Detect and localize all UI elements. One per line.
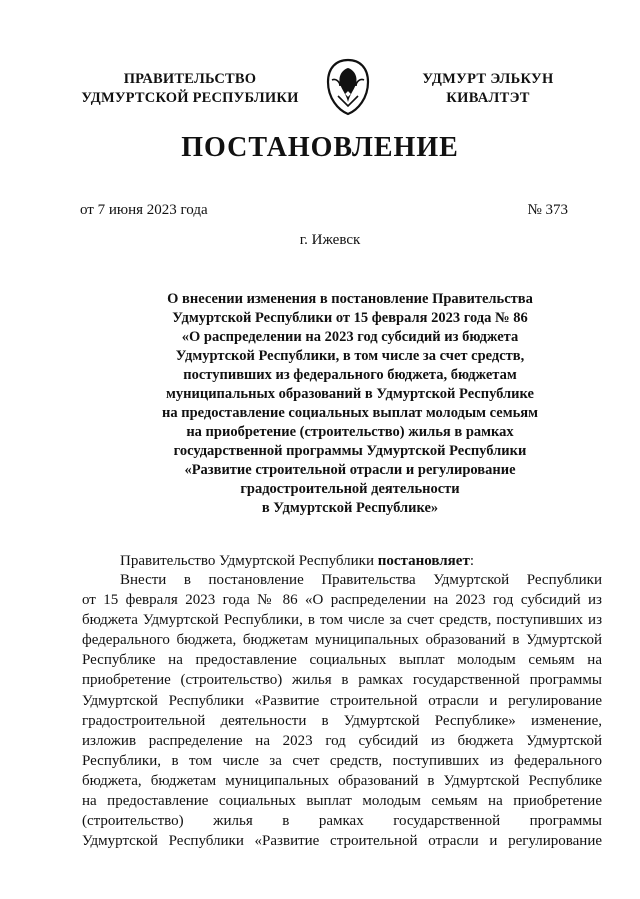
resolution-intro <box>120 553 474 570</box>
title-line: поступивших из федерального бюджета, бюджетам <box>183 367 517 383</box>
body-line: бюджета Удмуртской Республики, в том числе за счет средств, поступивших из <box>82 612 602 629</box>
title-line: в Удмуртской Республике» <box>261 500 439 516</box>
title-line: муниципальных образований в Удмуртской Республике <box>166 386 534 402</box>
body-line: бюджета, бюджетам муниципальных образований в Удмуртской Республике <box>82 772 602 789</box>
document-date: от 7 июня 2023 года <box>80 202 208 218</box>
government-name-udmurt <box>398 70 578 108</box>
body-line: Республике на предоставление социальных выплат молодым семьям на <box>82 652 602 669</box>
body-line: приобретение (строительство) жилья в рамках государственной программы <box>82 672 602 689</box>
title-line: государственной программы Удмуртской Республики <box>173 443 527 459</box>
intro-keyword: постановляет <box>377 553 470 569</box>
government-name-line-1: ПРАВИТЕЛЬСТВО <box>123 71 257 87</box>
body-line: (строительство) жилья в рамках государственной программы <box>82 813 602 830</box>
udmurt-coat-of-arms-emblem-icon <box>318 56 378 118</box>
title-line: на приобретение (строительство) жилья в рамках <box>186 424 514 440</box>
body-line: изложив распределение на 2023 год субсидий из бюджета Удмуртской <box>82 732 602 749</box>
body-line: от 15 февраля 2023 года № 86 «О распределении на 2023 год субсидий из <box>82 592 602 609</box>
document-number: № 373 <box>527 202 568 218</box>
title-line: «О распределении на 2023 год субсидий из бюджета <box>181 329 519 345</box>
intro-text: Правительство Удмуртской Республики <box>120 553 378 569</box>
intro-colon: : <box>469 553 474 569</box>
title-line: Удмуртской Республики, в том числе за счет средств, <box>175 348 525 364</box>
title-line: на предоставление социальных выплат молодым семьям <box>161 405 539 421</box>
body-line: Внести в постановление Правительства Удмуртской Республики <box>120 572 602 588</box>
title-line: градостроительной деятельности <box>240 481 460 497</box>
body-line: на предоставление социальных выплат молодым семьям на приобретение <box>82 793 602 810</box>
body-line: Удмуртской Республики «Развитие строительной отрасли и регулирование <box>82 692 602 709</box>
document-title <box>120 290 580 518</box>
title-line: Удмуртской Республики от 15 февраля 2023 года № 86 <box>172 310 528 326</box>
body-line: градостроительной деятельности в Удмуртской Республике» изменение, <box>82 712 602 729</box>
document-city: г. Ижевск <box>299 232 361 248</box>
title-line: О внесении изменения в постановление Правительства <box>167 291 533 307</box>
government-name-udmurt-line-2: КИВАЛТЭТ <box>446 90 530 106</box>
body-line: Удмуртской Республики «Развитие строительной отрасли и регулирование <box>82 833 602 850</box>
document-type-heading: ПОСТАНОВЛЕНИЕ <box>181 132 459 163</box>
title-line: «Развитие строительной отрасли и регулирование <box>184 462 516 478</box>
government-name-udmurt-line-1: УДМУРТ ЭЛЬКУН <box>422 71 554 87</box>
government-name-line-2: УДМУРТСКОЙ РЕСПУБЛИКИ <box>81 90 299 106</box>
resolution-body <box>82 570 602 851</box>
government-name-russian <box>60 70 320 108</box>
body-line: Республики, в том числе за счет средств, поступивших из федерального <box>82 752 602 769</box>
body-line: федерального бюджета, бюджетам муниципальных образований в Удмуртской <box>82 632 602 649</box>
